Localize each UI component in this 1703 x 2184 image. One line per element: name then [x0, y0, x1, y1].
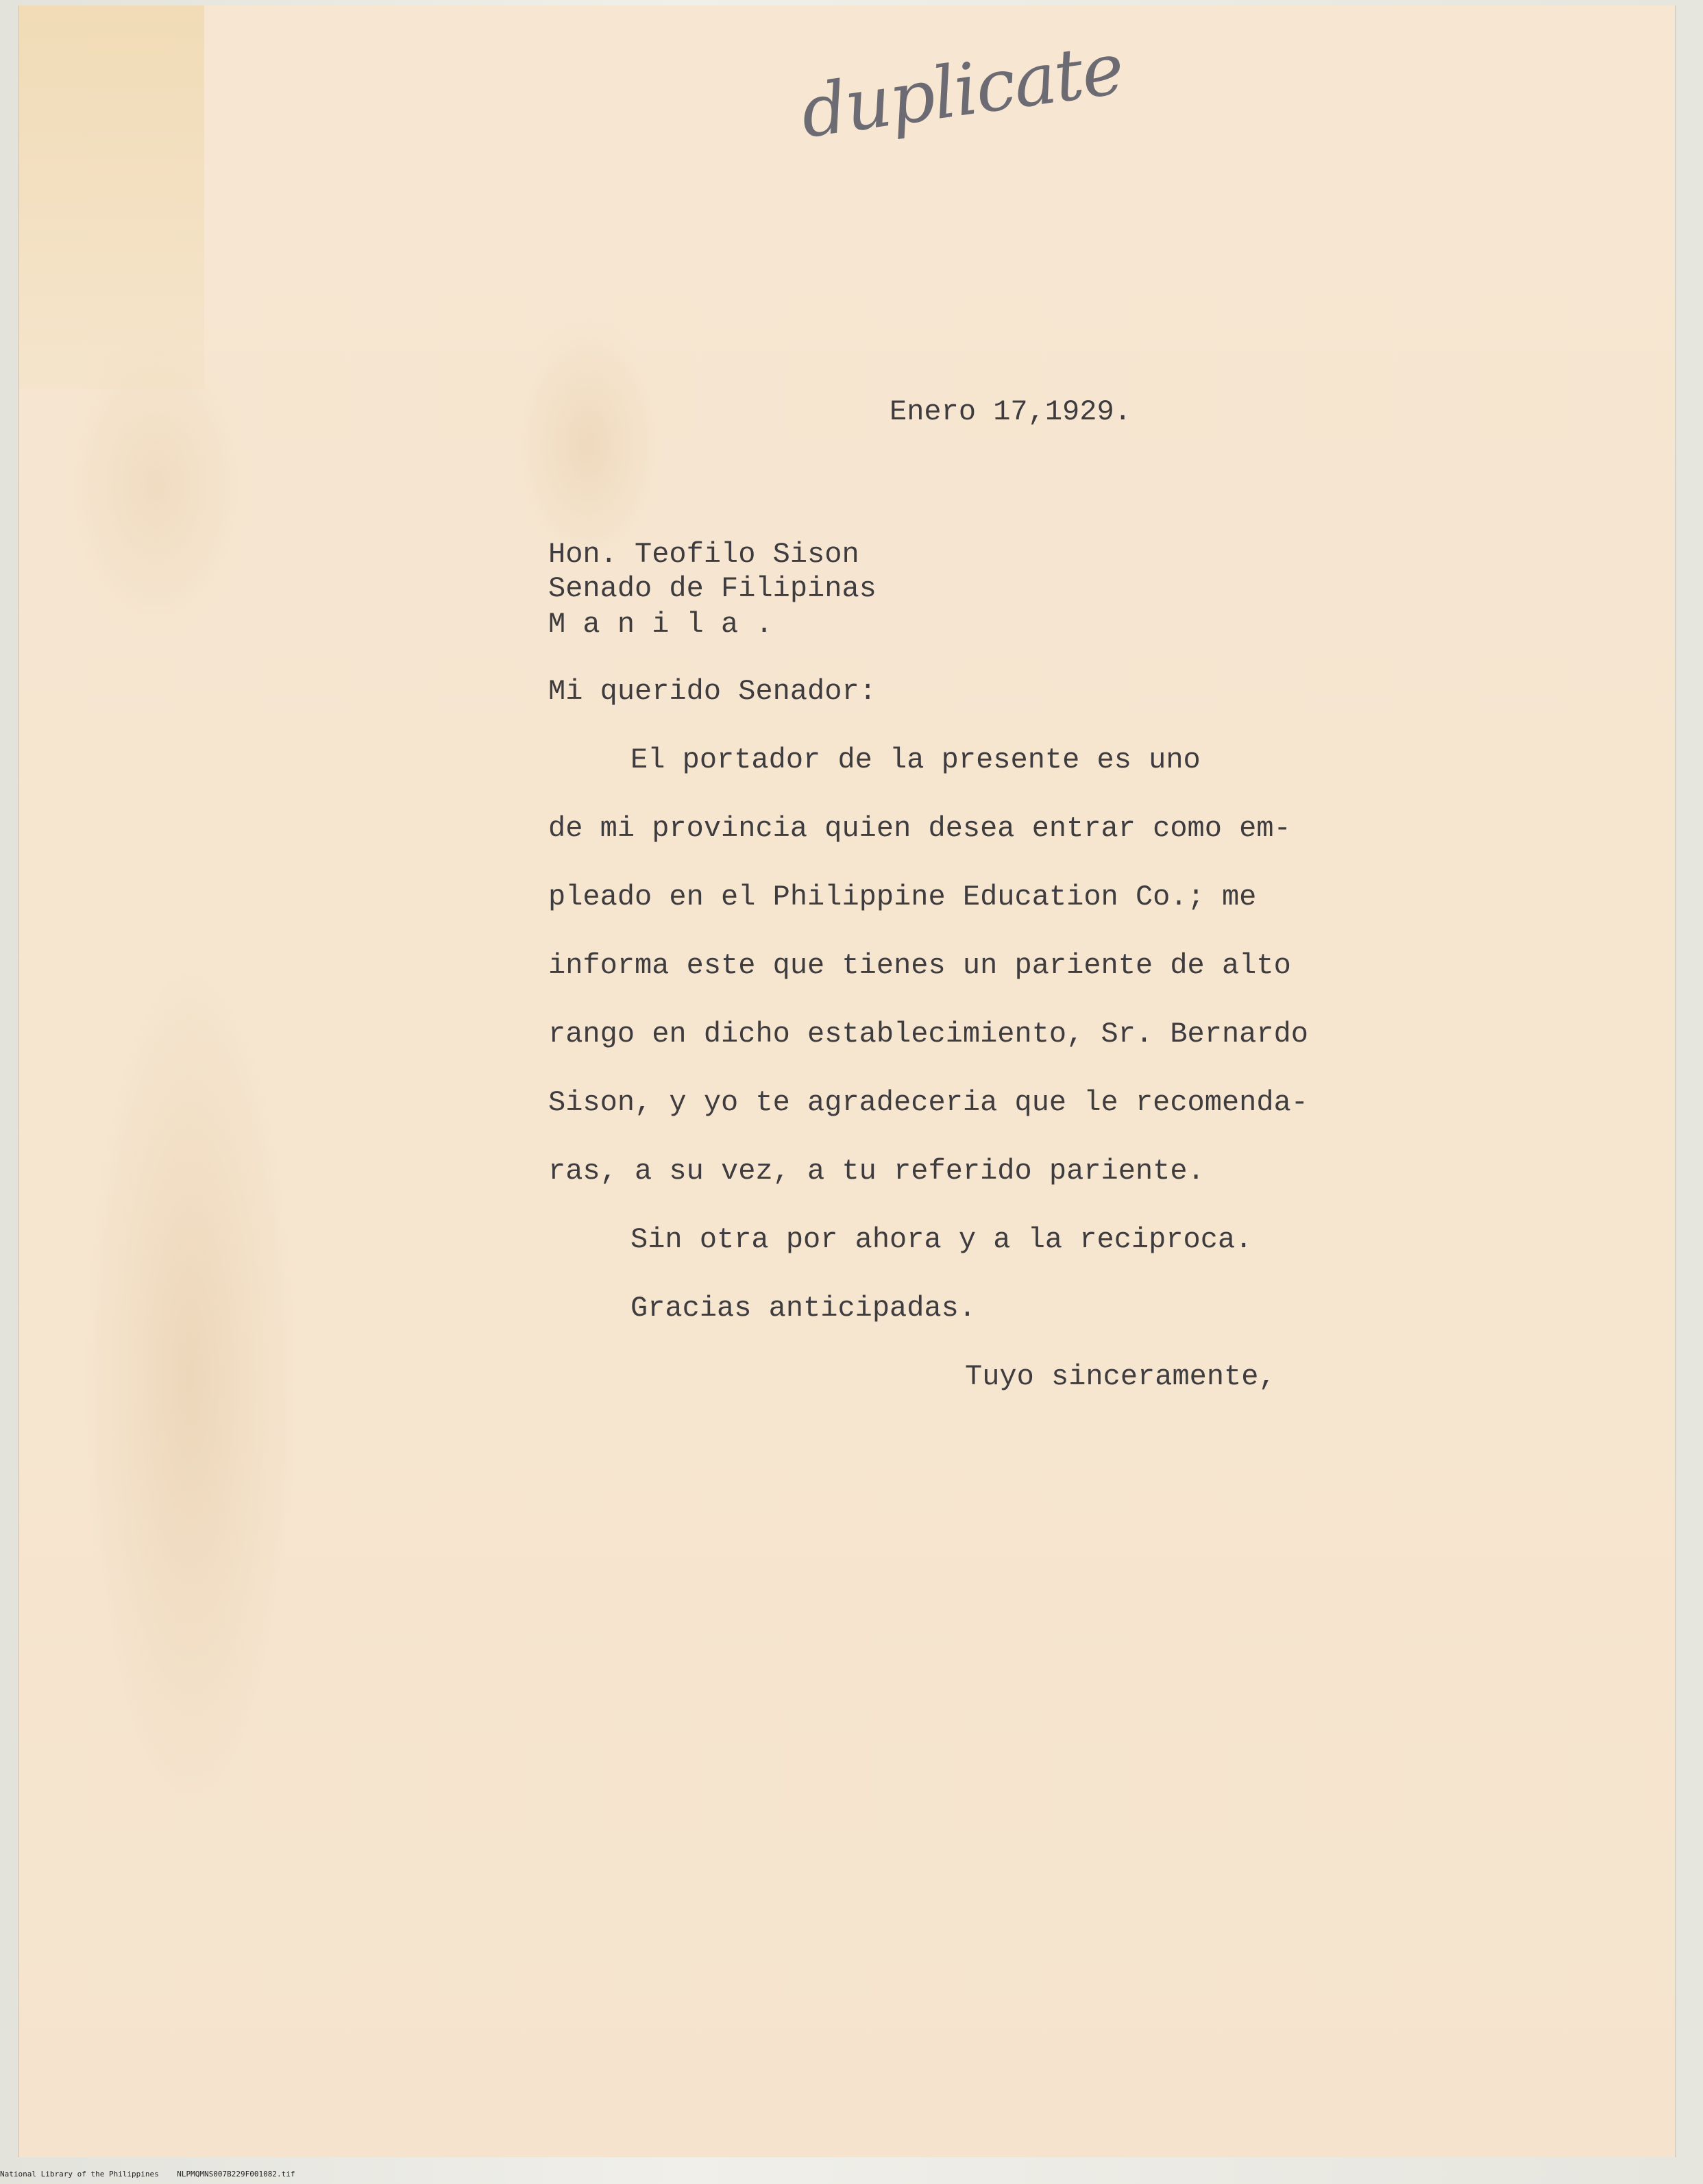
body-line: Gracias anticipadas.	[630, 1292, 977, 1325]
letter-page	[19, 5, 1675, 2157]
letter-date: Enero 17,1929.	[890, 395, 1131, 428]
recipient-name: Hon. Teofilo Sison	[548, 538, 859, 571]
tape-stain	[19, 5, 204, 389]
body-line: pleado en el Philippine Education Co.; me	[548, 881, 1257, 913]
body-line: de mi provincia quien desea entrar como em-	[548, 812, 1291, 845]
footer-library: National Library of the Philippines	[0, 2170, 159, 2179]
recipient-city: M a n i l a .	[548, 608, 773, 641]
body-line: Sin otra por ahora y a la reciproca.	[630, 1223, 1253, 1256]
body-line: El portador de la presente es uno	[630, 744, 1201, 776]
body-line: informa este que tienes un pariente de alto	[548, 949, 1291, 982]
body-line: ras, a su vez, a tu referido pariente.	[548, 1155, 1205, 1188]
scan-footer	[0, 2170, 295, 2179]
body-line: rango en dicho establecimiento, Sr. Bernardo	[548, 1018, 1308, 1051]
handwritten-note: duplicate	[796, 26, 1128, 154]
recipient-organization: Senado de Filipinas	[548, 572, 877, 605]
salutation: Mi querido Senador:	[548, 675, 877, 708]
footer-filename: NLPMQMNS007B229F001082.tif	[177, 2170, 295, 2179]
body-line: Sison, y yo te agradeceria que le recomenda-	[548, 1086, 1308, 1119]
closing: Tuyo sinceramente,	[965, 1360, 1276, 1393]
